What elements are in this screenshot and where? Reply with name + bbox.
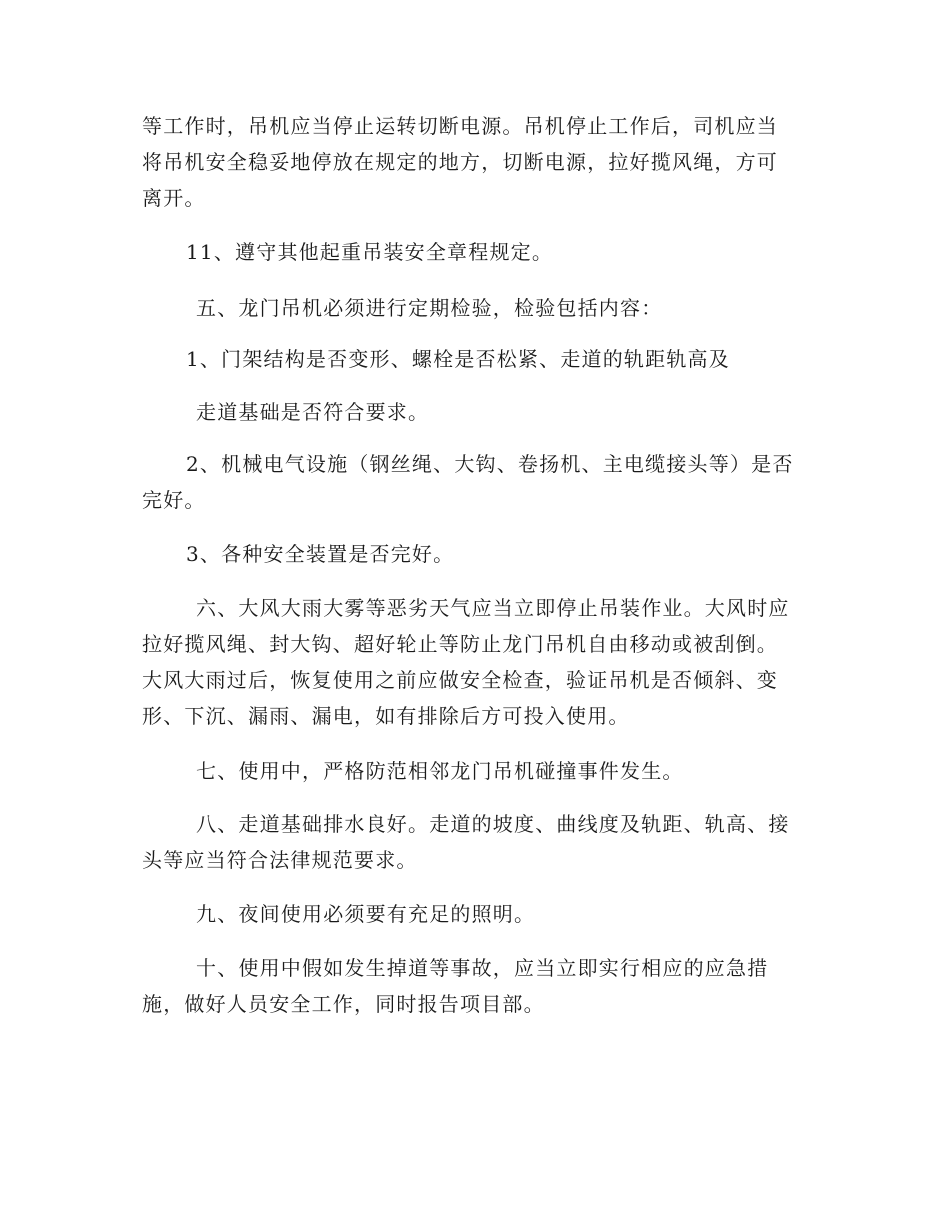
text-line: 1、门架结构是否变形、螺栓是否松紧、走道的轨距轨高及 [186,347,730,371]
text-line: 十、使用中假如发生掉道等事故，应当立即实行相应的应急措 [196,956,769,980]
paragraph-item-1 [142,341,810,377]
paragraph-section-8 [142,806,810,878]
text-line: 将吊机安全稳妥地停放在规定的地方，切断电源，拉好揽风绳，方可 [142,150,778,174]
text-line: 施，做好人员安全工作，同时报告项目部。 [142,992,545,1016]
paragraph-section-6 [142,590,810,734]
paragraph-section-10 [142,950,810,1022]
paragraph-section-5 [142,290,810,326]
text-line: 头等应当符合法律规范要求。 [142,848,418,872]
text-line: 九、夜间使用必须要有充足的照明。 [196,902,536,926]
text-line: 拉好揽风绳、封大钩、超好轮止等防止龙门吊机自由移动或被刮倒。 [142,632,778,656]
text-line: 11、遵守其他起重吊装安全章程规定。 [186,240,554,264]
text-line: 等工作时，吊机应当停止运转切断电源。吊机停止工作后，司机应当 [142,114,778,138]
paragraph-item-11 [142,234,810,270]
paragraph-item-3 [142,536,810,572]
paragraph-section-9 [142,896,810,932]
text-line: 七、使用中，严格防范相邻龙门吊机碰撞事件发生。 [196,759,684,783]
paragraph-section-7 [142,753,810,789]
text-line: 五、龙门吊机必须进行定期检验，检验包括内容： [196,296,663,320]
text-line: 3、各种安全装置是否完好。 [186,542,455,566]
text-line: 离开。 [142,186,206,210]
text-line: 六、大风大雨大雾等恶劣天气应当立即停止吊装作业。大风时应 [196,596,790,620]
text-line: 大风大雨过后，恢复使用之前应做安全检查，验证吊机是否倾斜、变 [142,668,778,692]
text-line: 完好。 [142,488,206,512]
text-line: 八、走道基础排水良好。走道的坡度、曲线度及轨距、轨高、接 [196,812,790,836]
text-line: 走道基础是否符合要求。 [196,400,430,424]
paragraph-item-2 [142,446,810,518]
paragraph-power-off [142,108,810,216]
paragraph-item-1-continued [142,394,810,430]
text-line: 形、下沉、漏雨、漏电，如有排除后方可投入使用。 [142,704,630,728]
text-line: 2、机械电气设施（钢丝绳、大钩、卷扬机、主电缆接头等）是否 [186,452,794,476]
